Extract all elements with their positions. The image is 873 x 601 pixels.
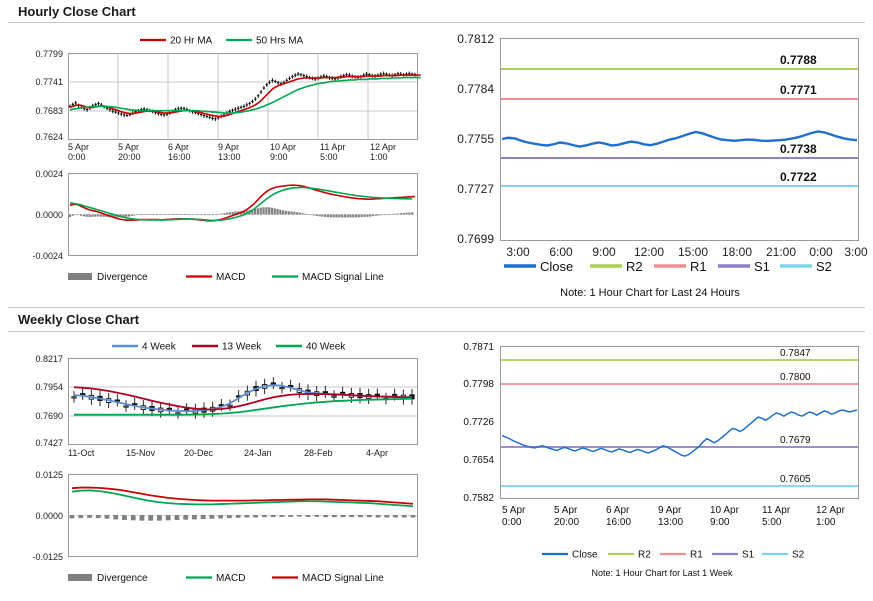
xtick-hp-5a: 11 Apr	[320, 142, 346, 152]
legend-label-macd-signal-weekly: MACD Signal Line	[302, 573, 384, 584]
note-hourly: Note: 1 Hour Chart for Last 24 Hours	[560, 287, 740, 299]
xtick-h24-2: 9:00	[592, 245, 616, 259]
xtick-wp-4: 28-Feb	[304, 448, 333, 458]
xtick-h24-6: 21:00	[765, 245, 797, 259]
ytick-w1w-0: 0.7582	[463, 493, 494, 504]
ytick-wm-0: -0.0125	[32, 552, 63, 562]
xtick-w1w-4a: 10 Apr	[710, 505, 739, 516]
legend-label-macd-signal: MACD Signal Line	[302, 272, 384, 283]
xaxis-hourly-24h	[506, 245, 868, 259]
ytick-hm-0: -0.0024	[32, 251, 63, 261]
section-divider	[8, 307, 865, 308]
legend-label-r2: R2	[626, 259, 643, 274]
ytick-w1w-1: 0.7654	[463, 455, 494, 466]
xaxis-weekly-1w	[502, 505, 846, 528]
ytick-hp-1: 0.7683	[35, 106, 63, 116]
xtick-w1w-5a: 11 Apr	[762, 505, 791, 516]
legend-label-r1-weekly: R1	[690, 549, 703, 561]
xtick-hp-2b: 16:00	[168, 152, 191, 162]
xtick-wp-5: 4-Apr	[366, 448, 389, 458]
ytick-hp-3: 0.7799	[35, 49, 63, 59]
xtick-w1w-4b: 9:00	[710, 517, 730, 528]
ytick-w1w-4: 0.7871	[463, 342, 494, 353]
xtick-wp-2: 20-Dec	[184, 448, 214, 458]
xtick-wp-1: 15-Nov	[126, 448, 156, 458]
xtick-hp-1a: 5 Apr	[118, 142, 140, 152]
legend-label-20hr-ma: 20 Hr MA	[170, 35, 213, 47]
ytick-w1w-2: 0.7726	[463, 417, 494, 428]
xtick-h24-0: 3:00	[506, 245, 530, 259]
legend-label-s1: S1	[754, 259, 770, 274]
level-value-r1-weekly: 0.7800	[780, 372, 811, 383]
level-value-r2: 0.7788	[780, 53, 817, 67]
ytick-hm-2: 0.0024	[35, 169, 63, 179]
xtick-hp-1b: 20:00	[118, 152, 141, 162]
note-weekly: Note: 1 Hour Chart for Last 1 Week	[591, 568, 733, 578]
xtick-hp-6b: 1:00	[370, 152, 388, 162]
legend-label-close-weekly: Close	[572, 549, 598, 561]
xtick-w1w-2a: 6 Apr	[606, 505, 630, 516]
level-value-s1-weekly: 0.7679	[780, 435, 811, 446]
legend-label-s1-weekly: S1	[742, 549, 755, 561]
hourly-section-title: Hourly Close Chart	[18, 4, 136, 19]
legend-label-macd: MACD	[216, 272, 246, 283]
ytick-wp-2: 0.7954	[35, 382, 63, 392]
ytick-wm-2: 0.0125	[35, 470, 63, 480]
level-value-s1: 0.7738	[780, 142, 817, 156]
xtick-h24-1: 6:00	[549, 245, 573, 259]
xtick-hp-0b: 0:00	[68, 152, 86, 162]
xtick-wp-3: 24-Jan	[244, 448, 272, 458]
xtick-wp-0: 11-Oct	[68, 448, 95, 458]
weekly-1w-chart	[432, 336, 868, 591]
hourly-24h-chart	[432, 28, 868, 303]
xtick-w1w-3b: 13:00	[658, 517, 684, 528]
title-divider-weekly	[8, 331, 865, 332]
xtick-hp-4b: 9:00	[270, 152, 288, 162]
xtick-hp-2a: 6 Apr	[168, 142, 190, 152]
series-macd-weekly	[72, 490, 413, 506]
ytick-h24-0: 0.7699	[457, 232, 494, 246]
legend-label-s2: S2	[816, 259, 832, 274]
xtick-h24-5: 18:00	[721, 245, 753, 259]
hourly-price-chart	[8, 28, 428, 173]
legend-label-divergence-weekly: Divergence	[97, 573, 148, 584]
ytick-h24-2: 0.7755	[457, 132, 494, 146]
legend-hourly-macd	[68, 272, 384, 283]
ytick-wm-1: 0.0000	[35, 511, 63, 521]
legend-label-divergence: Divergence	[97, 272, 148, 283]
xtick-w1w-3a: 9 Apr	[658, 505, 682, 516]
legend-weekly-macd	[68, 573, 384, 584]
ytick-wp-1: 0.7690	[35, 411, 63, 421]
legend-weekly-1w	[542, 550, 805, 561]
xtick-hp-3b: 13:00	[218, 152, 241, 162]
xaxis-hourly-price	[68, 142, 396, 162]
xtick-hp-6a: 12 Apr	[370, 142, 397, 152]
xtick-h24-8: 3:00	[844, 245, 868, 259]
legend-hourly-price	[140, 36, 304, 47]
ytick-wp-0: 0.7427	[35, 438, 63, 448]
legend-label-13week: 13 Week	[222, 341, 262, 353]
ytick-hp-0: 0.7624	[35, 132, 63, 142]
xtick-w1w-1a: 5 Apr	[554, 505, 578, 516]
weekly-price-chart	[8, 336, 428, 476]
xtick-hp-3a: 9 Apr	[218, 142, 240, 152]
ytick-h24-3: 0.7784	[457, 82, 494, 96]
xtick-w1w-0a: 5 Apr	[502, 505, 526, 516]
legend-label-4week: 4 Week	[142, 341, 176, 353]
legend-weekly-price	[112, 342, 346, 353]
title-divider-hourly	[8, 22, 865, 23]
legend-label-macd-weekly: MACD	[216, 573, 246, 584]
level-value-r1: 0.7771	[780, 83, 817, 97]
ytick-hp-2: 0.7741	[35, 77, 63, 87]
series-close-weekly	[502, 410, 857, 456]
legend-label-r2-weekly: R2	[638, 549, 651, 561]
xaxis-weekly-price	[68, 448, 388, 458]
legend-label-r1: R1	[690, 259, 707, 274]
legend-label-50hr-ma: 50 Hrs MA	[256, 35, 304, 47]
ytick-h24-4: 0.7812	[457, 32, 494, 46]
xtick-hp-4a: 10 Apr	[270, 142, 297, 152]
level-value-s2-weekly: 0.7605	[780, 474, 811, 485]
xtick-hp-0a: 5 Apr	[68, 142, 90, 152]
level-value-s2: 0.7722	[780, 170, 817, 184]
xtick-w1w-0b: 0:00	[502, 517, 522, 528]
ytick-h24-1: 0.7727	[457, 182, 494, 196]
hourly-macd-chart	[8, 168, 428, 288]
ytick-hm-1: 0.0000	[35, 210, 63, 220]
legend-label-s2-weekly: S2	[792, 549, 805, 561]
ytick-w1w-3: 0.7798	[463, 379, 494, 390]
level-value-r2-weekly: 0.7847	[780, 348, 811, 359]
xtick-hp-5b: 5:00	[320, 152, 338, 162]
xtick-w1w-5b: 5:00	[762, 517, 782, 528]
weekly-macd-chart	[8, 466, 428, 591]
legend-label-close: Close	[540, 259, 574, 274]
ytick-wp-3: 0.8217	[35, 354, 63, 364]
legend-hourly-24h	[504, 259, 832, 274]
xtick-w1w-6b: 1:00	[816, 517, 836, 528]
legend-label-40week: 40 Week	[306, 341, 346, 353]
xtick-w1w-1b: 20:00	[554, 517, 580, 528]
weekly-section-title: Weekly Close Chart	[18, 312, 140, 327]
xtick-h24-4: 15:00	[677, 245, 709, 259]
xtick-w1w-6a: 12 Apr	[816, 505, 845, 516]
xtick-h24-7: 0:00	[809, 245, 833, 259]
xtick-w1w-2b: 16:00	[606, 517, 632, 528]
xtick-h24-3: 12:00	[633, 245, 665, 259]
